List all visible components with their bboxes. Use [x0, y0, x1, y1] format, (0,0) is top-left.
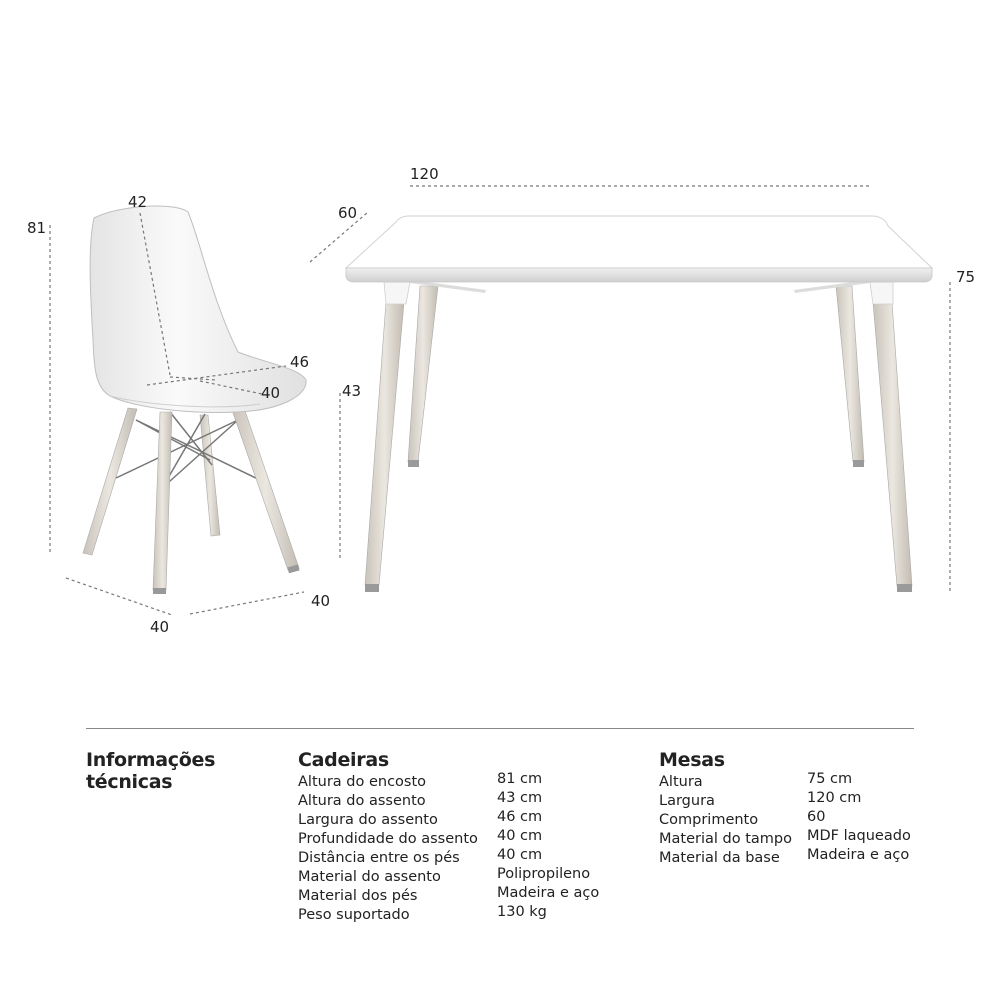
- tables-label: Largura: [659, 793, 715, 809]
- table-back-leg-right: [836, 286, 864, 462]
- tables-value: MDF laqueado: [807, 828, 911, 844]
- dim-base-left: 40: [150, 618, 170, 636]
- section-divider: [86, 728, 914, 729]
- dim-seat-width: 46: [290, 353, 310, 371]
- tables-label: Comprimento: [659, 812, 759, 828]
- tables-label: Altura: [659, 774, 703, 790]
- chairs-label: Distância entre os pés: [298, 850, 460, 866]
- tables-value: 120 cm: [807, 790, 862, 806]
- chairs-label: Material do assento: [298, 869, 441, 885]
- chairs-label: Profundidade do assento: [298, 831, 478, 847]
- chairs-values: [497, 770, 599, 922]
- tables-title: Mesas: [659, 749, 725, 771]
- chair-front-leg-left: [153, 412, 172, 590]
- chairs-label: Largura do assento: [298, 812, 438, 828]
- tables-labels: [659, 773, 792, 868]
- dim-base-right: 40: [311, 592, 331, 610]
- table-top: [346, 216, 932, 268]
- tables-label: Material da base: [659, 850, 780, 866]
- chair-back-leg-left: [83, 408, 137, 555]
- chair-front-leg-right: [232, 408, 299, 570]
- chairs-value: 130 kg: [497, 904, 547, 920]
- chairs-value: Polipropileno: [497, 866, 591, 882]
- chairs-label: Peso suportado: [298, 907, 410, 923]
- tables-value: Madeira e aço: [807, 847, 910, 863]
- info-title: [86, 749, 215, 793]
- table-back-leg-left: [408, 286, 438, 462]
- chairs-labels: [298, 773, 478, 925]
- dim-chair-top-width: 42: [128, 193, 148, 211]
- chair-shell: [90, 206, 306, 412]
- chairs-label: Material dos pés: [298, 888, 418, 904]
- dim-seat-height: 43: [342, 382, 362, 400]
- dim-chair-height: 81: [27, 219, 47, 237]
- chairs-value: 43 cm: [497, 790, 543, 806]
- chairs-label: Altura do assento: [298, 793, 426, 809]
- dim-seat-depth: 40: [261, 384, 281, 402]
- chairs-value: Madeira e aço: [497, 885, 600, 901]
- chairs-value: 40 cm: [497, 828, 543, 844]
- tables-value: 75 cm: [807, 771, 853, 787]
- tables-label: Material do tampo: [659, 831, 792, 847]
- chairs-value: 46 cm: [497, 809, 543, 825]
- table-front-leg-left: [365, 302, 404, 585]
- chairs-value: 40 cm: [497, 847, 543, 863]
- dim-table-height: 75: [956, 268, 976, 286]
- tables-value: 60: [807, 809, 826, 825]
- chairs-value: 81 cm: [497, 771, 543, 787]
- table-drawing: [346, 216, 932, 592]
- chairs-label: Altura do encosto: [298, 774, 427, 790]
- chairs-title: Cadeiras: [298, 749, 389, 771]
- tables-values: [807, 770, 911, 865]
- info-title-line2: técnicas: [86, 771, 173, 793]
- dim-table-width: 60: [338, 204, 358, 222]
- info-title-line1: Informações: [86, 749, 216, 771]
- dim-table-length: 120: [410, 165, 439, 183]
- table-front-leg-right: [873, 302, 912, 586]
